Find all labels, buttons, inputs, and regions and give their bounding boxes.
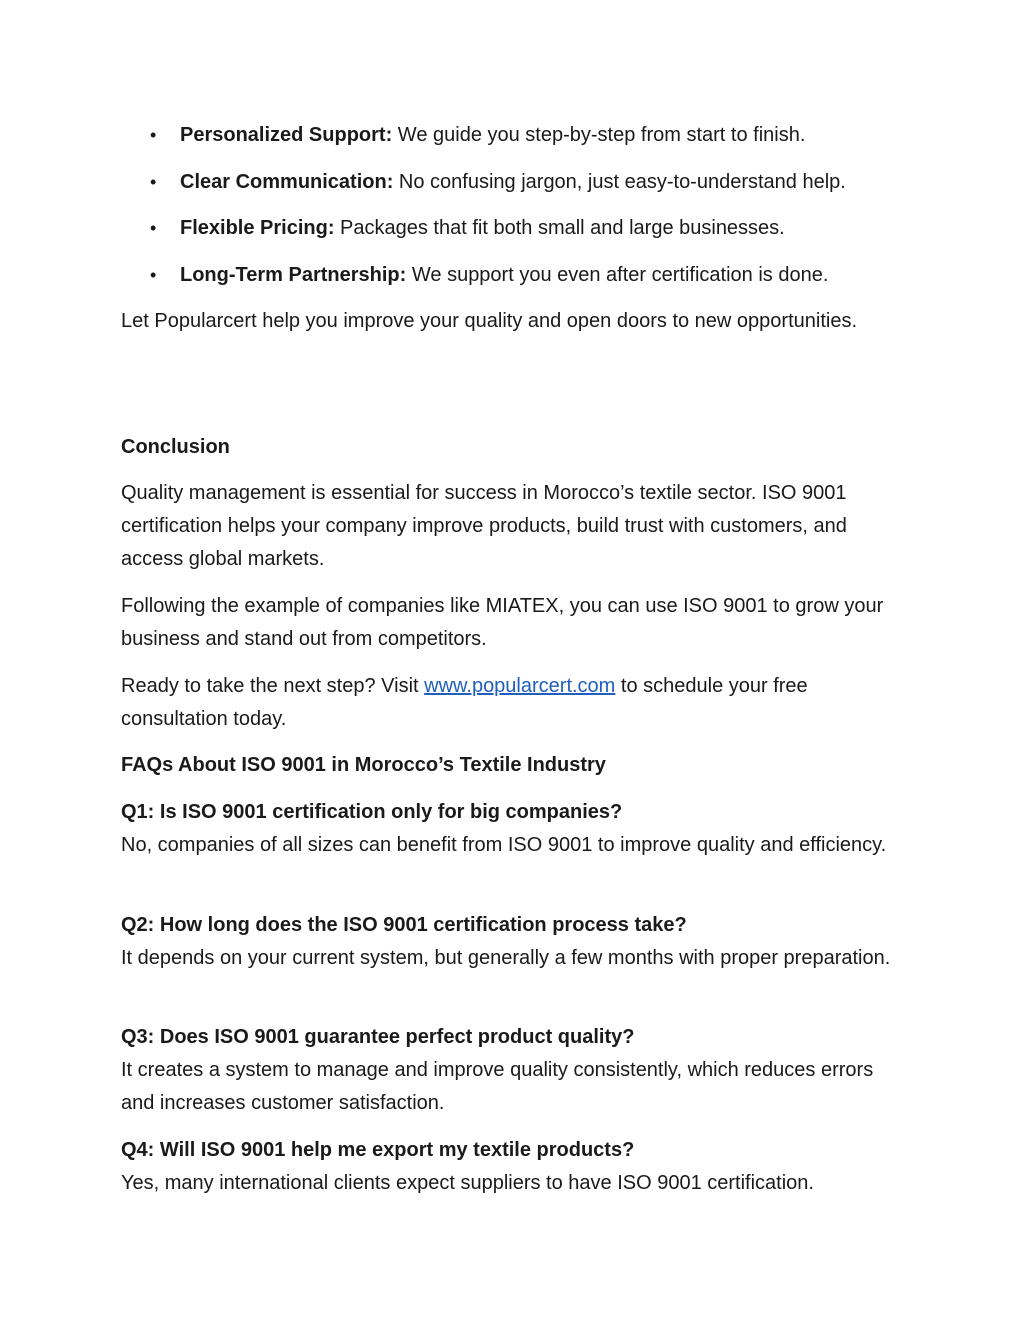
cta-paragraph: Ready to take the next step? Visit www.popularcert.com to schedule your free consultation today. — [121, 675, 808, 730]
faq-question: Q3: Does ISO 9001 guarantee perfect product quality? — [121, 1026, 635, 1048]
conclusion-paragraph-1: Quality management is essential for success in Morocco’s textile sector. ISO 9001 certification helps your company improve products, build trust with customers, and access global markets. — [121, 482, 847, 570]
list-item: • Flexible Pricing: Packages that fit both small and large businesses. — [150, 211, 950, 258]
popularcert-link[interactable]: www.popularcert.com — [424, 675, 616, 697]
bullet-icon: • — [150, 264, 157, 285]
faq-answer: Yes, many international clients expect suppliers to have ISO 9001 certification. — [121, 1172, 814, 1194]
conclusion-paragraph-2: Following the example of companies like MIATEX, you can use ISO 9001 to grow your business and stand out from competitors. — [121, 595, 884, 650]
list-item: • Long-Term Partnership: We support you even after certification is done. — [150, 258, 950, 305]
list-item: • Clear Communication: No confusing jargon, just easy-to-understand help. — [150, 165, 950, 212]
intro-paragraph: Let Popularcert help you improve your quality and open doors to new opportunities. — [121, 310, 858, 332]
faq-item — [121, 1134, 901, 1200]
faq-item — [121, 1021, 901, 1120]
faq-answer: It creates a system to manage and improve quality consistently, which reduces errors and increases customer satisfaction. — [121, 1059, 874, 1114]
faq-question: Q1: Is ISO 9001 certification only for big companies? — [121, 801, 623, 823]
faq-heading: FAQs About ISO 9001 in Morocco’s Textile Industry — [121, 754, 606, 776]
conclusion-heading: Conclusion — [121, 436, 230, 458]
faq-answer: No, companies of all sizes can benefit from ISO 9001 to improve quality and efficiency. — [121, 834, 887, 856]
bullet-icon: • — [150, 125, 157, 145]
faq-answer: It depends on your current system, but generally a few months with proper preparation. — [121, 947, 891, 969]
faq-question: Q2: How long does the ISO 9001 certification process take? — [121, 914, 687, 936]
faq-item — [121, 909, 901, 975]
list-item: • Personalized Support: We guide you step-by-step from start to finish. — [150, 118, 950, 165]
faq-question: Q4: Will ISO 9001 help me export my textile products? — [121, 1139, 635, 1161]
faq-item — [121, 796, 901, 862]
bullet-icon: • — [150, 218, 157, 238]
bullet-icon: • — [150, 171, 157, 192]
benefits-list — [150, 118, 950, 304]
